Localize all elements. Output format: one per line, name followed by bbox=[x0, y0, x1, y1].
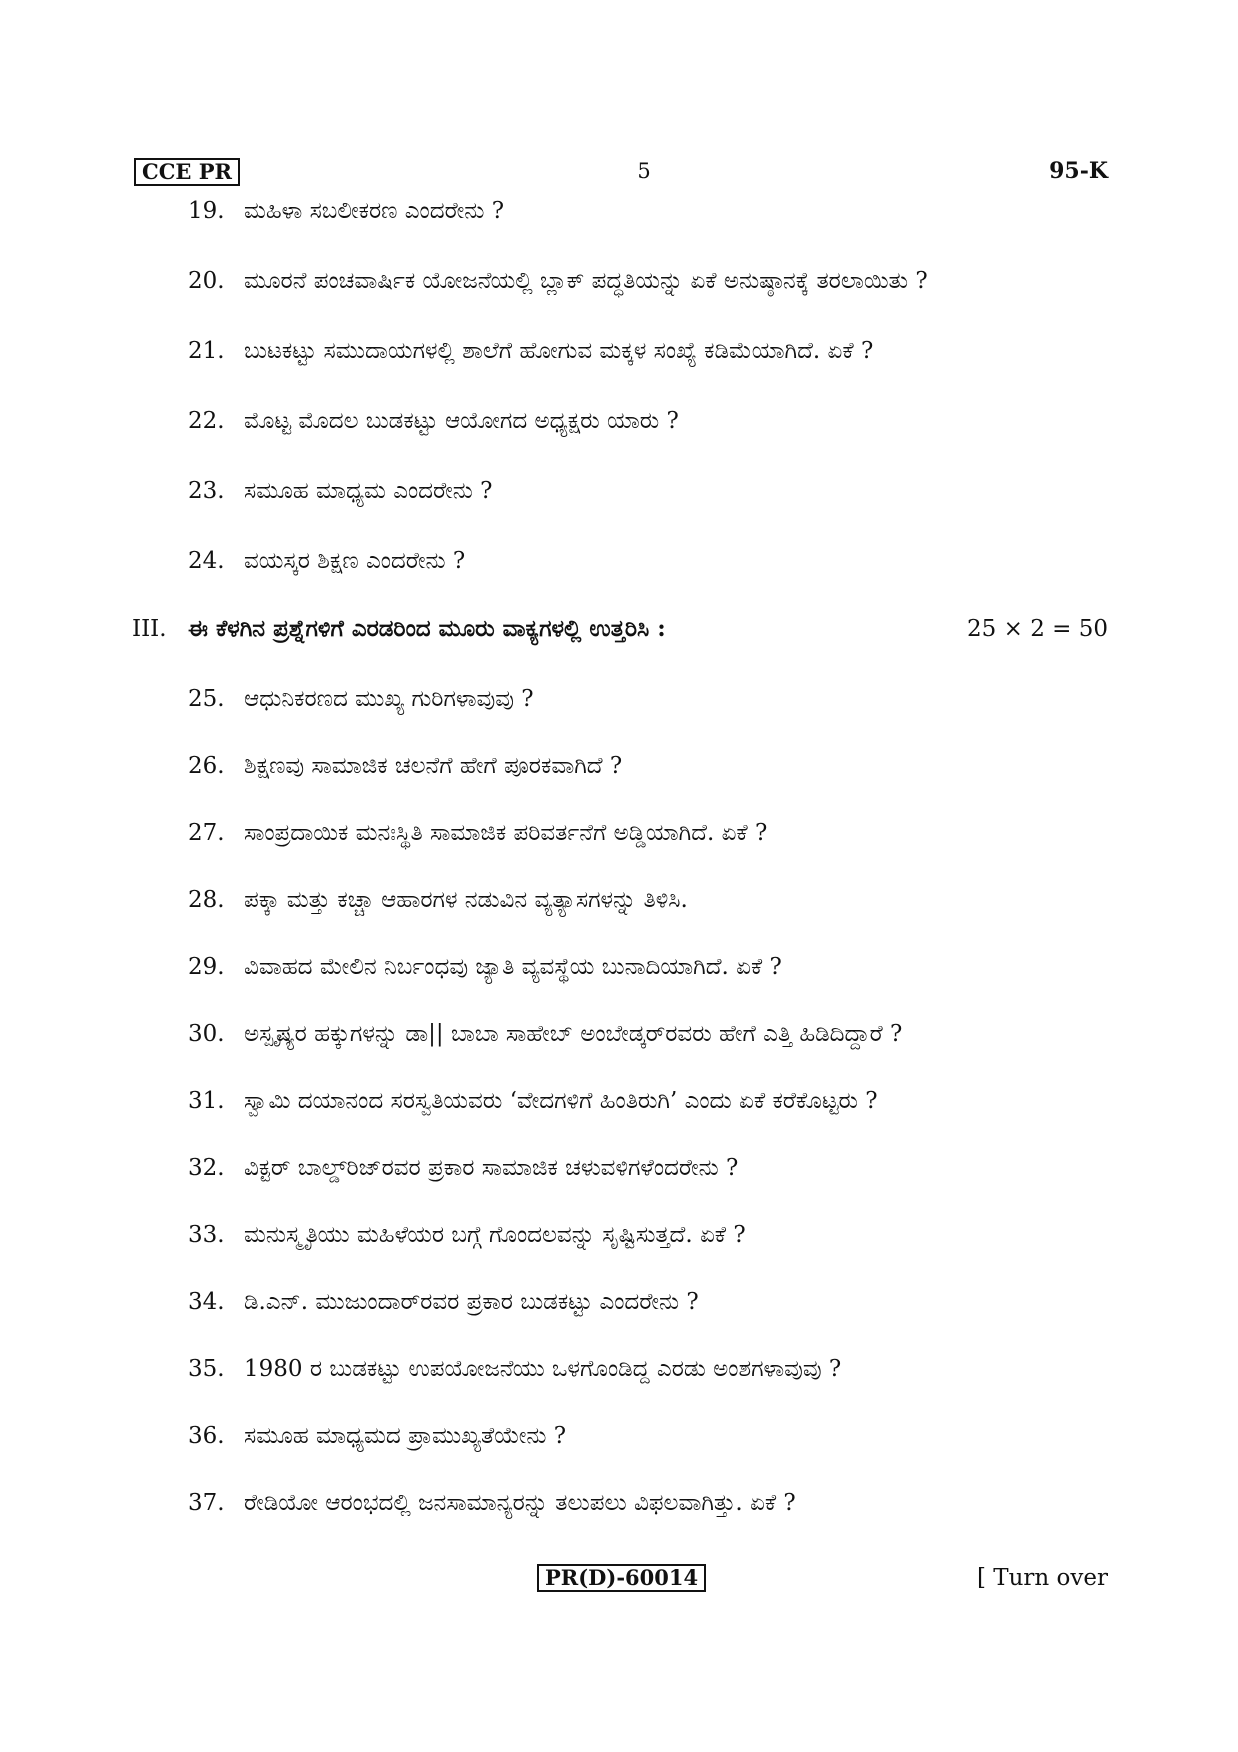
question-number: 37. bbox=[188, 1490, 225, 1516]
section-number: III. bbox=[132, 616, 167, 642]
question-31 bbox=[0, 1086, 1238, 1130]
question-number: 33. bbox=[188, 1222, 225, 1248]
question-number: 32. bbox=[188, 1155, 225, 1181]
question-36 bbox=[0, 1421, 1238, 1465]
question-27 bbox=[0, 818, 1238, 862]
question-text: ಪಕ್ಕಾ ಮತ್ತು ಕಚ್ಚಾ ಆಹಾರಗಳ ನಡುವಿನ ವ್ಯತ್ಯಾಸಗಳನ್ನು ತಿಳಿಸಿ. bbox=[244, 887, 688, 913]
question-text: ಸಮೂಹ ಮಾಧ್ಯಮದ ಪ್ರಾಮುಖ್ಯತೆಯೇನು ? bbox=[244, 1423, 567, 1449]
turn-over-note: [ Turn over bbox=[976, 1565, 1108, 1591]
question-text: ಆಧುನಿಕರಣದ ಮುಖ್ಯ ಗುರಿಗಳಾವುವು ? bbox=[244, 686, 534, 712]
question-number: 36. bbox=[188, 1423, 225, 1449]
question-text: ಮನುಸ್ಮೃತಿಯು ಮಹಿಳೆಯರ ಬಗ್ಗೆ ಗೊಂದಲವನ್ನು ಸೃಷ್ಟಿಸುತ್ತದೆ. ಏಕೆ ? bbox=[244, 1222, 746, 1248]
question-20 bbox=[0, 266, 1238, 310]
question-number: 22. bbox=[188, 408, 225, 434]
page-header bbox=[134, 158, 1108, 188]
question-26 bbox=[0, 751, 1238, 795]
question-text: ವಿಕ್ಟರ್ ಬಾಲ್ಡ್‌ರಿಜ್‌ರವರ ಪ್ರಕಾರ ಸಾಮಾಜಿಕ ಚಳುವಳಿಗಳೆಂದರೇನು ? bbox=[244, 1155, 739, 1181]
question-text: ಮಹಿಳಾ ಸಬಲೀಕರಣ ಎಂದರೇನು ? bbox=[244, 198, 505, 224]
question-number: 20. bbox=[188, 268, 225, 294]
question-30 bbox=[0, 1019, 1238, 1063]
question-number: 29. bbox=[188, 954, 225, 980]
question-21 bbox=[0, 336, 1238, 380]
question-23 bbox=[0, 476, 1238, 520]
question-number: 27. bbox=[188, 820, 225, 846]
question-number: 35. bbox=[188, 1356, 225, 1382]
question-25 bbox=[0, 684, 1238, 728]
question-number: 34. bbox=[188, 1289, 225, 1315]
paper-code: 95-K bbox=[1049, 158, 1108, 184]
question-text: ಶಿಕ್ಷಣವು ಸಾಮಾಜಿಕ ಚಲನೆಗೆ ಹೇಗೆ ಪೂರಕವಾಗಿದೆ ? bbox=[244, 753, 623, 779]
question-19 bbox=[0, 196, 1238, 240]
question-34 bbox=[0, 1287, 1238, 1331]
question-text: ವಿವಾಹದ ಮೇಲಿನ ನಿರ್ಬಂಧವು ಜ್ಯಾತಿ ವ್ಯವಸ್ಥೆಯ ಬುನಾದಿಯಾಗಿದೆ. ಏಕೆ ? bbox=[244, 954, 782, 980]
question-32 bbox=[0, 1153, 1238, 1197]
question-number: 19. bbox=[188, 198, 225, 224]
question-text: ಅಸ್ಪೃಷ್ಯರ ಹಕ್ಕುಗಳನ್ನು ಡಾ|| ಬಾಬಾ ಸಾಹೇಬ್ ಅಂಬೇಡ್ಕರ್‌ರವರು ಹೇಗೆ ಎತ್ತಿ ಹಿಡಿದಿದ್ದಾರೆ ? bbox=[244, 1021, 903, 1047]
question-28 bbox=[0, 885, 1238, 929]
question-text: ಸಮೂಹ ಮಾಧ್ಯಮ ಎಂದರೇನು ? bbox=[244, 478, 493, 504]
section-instruction: ಈ ಕೆಳಗಿನ ಪ್ರಶ್ನೆಗಳಿಗೆ ಎರಡರಿಂದ ಮೂರು ವಾಕ್ಯಗಳಲ್ಲಿ ಉತ್ತರಿಸಿ : bbox=[188, 615, 666, 642]
exam-series-code: CCE PR bbox=[134, 158, 240, 186]
footer-paper-code: PR(D)-60014 bbox=[537, 1564, 706, 1592]
question-33 bbox=[0, 1220, 1238, 1264]
question-text: ವಯಸ್ಕರ ಶಿಕ್ಷಣ ಎಂದರೇನು ? bbox=[244, 548, 466, 574]
question-text: ಮೂರನೆ ಪಂಚವಾರ್ಷಿಕ ಯೋಜನೆಯಲ್ಲಿ ಬ್ಲಾಕ್ ಪದ್ಧತಿಯನ್ನು ಏಕೆ ಅನುಷ್ಠಾನಕ್ಕೆ ತರಲಾಯಿತು ? bbox=[244, 268, 928, 294]
question-text: ಸಾಂಪ್ರದಾಯಿಕ ಮನಃಸ್ಥಿತಿ ಸಾಮಾಜಿಕ ಪರಿವರ್ತನೆಗೆ ಅಡ್ಡಿಯಾಗಿದೆ. ಏಕೆ ? bbox=[244, 820, 768, 846]
question-number: 25. bbox=[188, 686, 225, 712]
question-text: ರೇಡಿಯೋ ಆರಂಭದಲ್ಲಿ ಜನಸಾಮಾನ್ಯರನ್ನು ತಲುಪಲು ವಿಫಲವಾಗಿತ್ತು. ಏಕೆ ? bbox=[244, 1490, 796, 1516]
question-number: 26. bbox=[188, 753, 225, 779]
question-text: ಬುಟಕಟ್ಟು ಸಮುದಾಯಗಳಲ್ಲಿ ಶಾಲೆಗೆ ಹೋಗುವ ಮಕ್ಕಳ ಸಂಖ್ಯೆ ಕಡಿಮೆಯಾಗಿದೆ. ಏಕೆ ? bbox=[244, 338, 874, 364]
section-marks: 25 × 2 = 50 bbox=[967, 616, 1108, 642]
question-number: 31. bbox=[188, 1088, 225, 1114]
question-text: ಸ್ವಾಮಿ ದಯಾನಂದ ಸರಸ್ವತಿಯವರು ‘ವೇದಗಳಿಗೆ ಹಿಂತಿರುಗಿ’ ಎಂದು ಏಕೆ ಕರೆಕೊಟ್ಟರು ? bbox=[244, 1088, 878, 1114]
question-text: 1980 ರ ಬುಡಕಟ್ಟು ಉಪಯೋಜನೆಯು ಒಳಗೊಂಡಿದ್ದ ಎರಡು ಅಂಶಗಳಾವುವು ? bbox=[244, 1356, 842, 1382]
question-number: 21. bbox=[188, 338, 225, 364]
question-number: 30. bbox=[188, 1021, 225, 1047]
question-24 bbox=[0, 546, 1238, 590]
question-22 bbox=[0, 406, 1238, 450]
question-number: 28. bbox=[188, 887, 225, 913]
question-text: ಮೊಟ್ಟ ಮೊದಲ ಬುಡಕಟ್ಟು ಆಯೋಗದ ಅಧ್ಯಕ್ಷರು ಯಾರು ? bbox=[244, 408, 679, 434]
question-35 bbox=[0, 1354, 1238, 1398]
section-heading bbox=[0, 614, 1238, 658]
question-number: 23. bbox=[188, 478, 225, 504]
question-37 bbox=[0, 1488, 1238, 1532]
question-number: 24. bbox=[188, 548, 225, 574]
page-number: 5 bbox=[637, 159, 651, 183]
question-29 bbox=[0, 952, 1238, 996]
question-text: ಡಿ.ಎನ್. ಮುಜುಂದಾರ್‌ರವರ ಪ್ರಕಾರ ಬುಡಕಟ್ಟು ಎಂದರೇನು ? bbox=[244, 1289, 699, 1315]
